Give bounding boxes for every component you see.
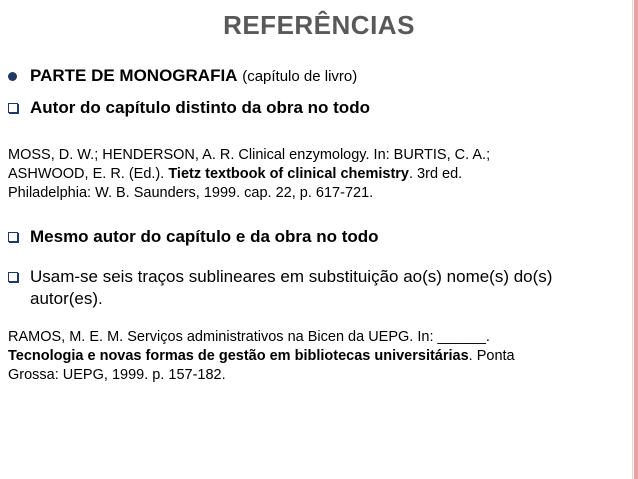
reference-line: Tecnologia e novas formas de gestão em bibliotecas universitárias. Ponta xyxy=(8,348,515,364)
square-bullet-icon xyxy=(8,266,30,289)
bullet-main-text: PARTE DE MONOGRAFIA xyxy=(30,66,238,85)
bullet-autor-distinto xyxy=(8,97,370,120)
reference-line: RAMOS, M. E. M. Serviços administrativos na Bicen da UEPG. In: ______. xyxy=(8,329,490,345)
bullet-text-line: Usam-se seis traços sublineares em substituição ao(s) nome(s) do(s) xyxy=(30,267,553,286)
slide-frame-inner-line xyxy=(632,0,633,479)
reference-title-bold: Tecnologia e novas formas de gestão em bibliotecas universitárias xyxy=(8,348,469,364)
bullet-note-text: (capítulo de livro) xyxy=(242,68,358,85)
bullet-parte-monografia xyxy=(8,65,357,88)
circle-bullet-icon xyxy=(8,65,30,88)
reference-ramos xyxy=(8,328,608,385)
square-bullet-icon xyxy=(8,226,30,249)
reference-line: MOSS, D. W.; HENDERSON, A. R. Clinical enzymology. In: BURTIS, C. A.; xyxy=(8,147,491,163)
bullet-mesmo-autor xyxy=(8,226,379,249)
reference-title-bold: Tietz textbook of clinical chemistry xyxy=(168,166,409,182)
slide-frame-border xyxy=(634,0,638,479)
square-bullet-icon xyxy=(8,97,30,120)
reference-line: Philadelphia: W. B. Saunders, 1999. cap. 22, p. 617-721. xyxy=(8,185,374,201)
bullet-text-line: autor(es). xyxy=(30,289,103,308)
reference-line: Grossa: UEPG, 1999. p. 157-182. xyxy=(8,367,226,383)
bullet-text: Autor do capítulo distinto da obra no todo xyxy=(30,98,370,117)
bullet-text: Mesmo autor do capítulo e da obra no todo xyxy=(30,227,379,246)
reference-moss xyxy=(8,146,608,203)
slide-title: REFERÊNCIAS xyxy=(223,10,415,40)
reference-line: ASHWOOD, E. R. (Ed.). Tietz textbook of clinical chemistry. 3rd ed. xyxy=(8,166,463,182)
bullet-seis-tracos xyxy=(8,266,552,310)
